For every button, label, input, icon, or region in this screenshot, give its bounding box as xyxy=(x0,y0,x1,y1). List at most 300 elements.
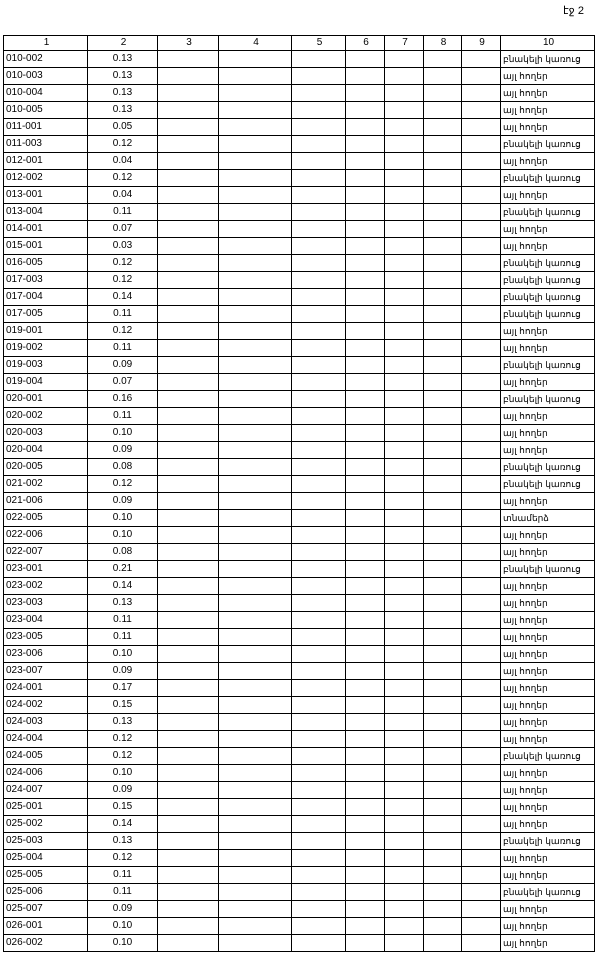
empty-cell xyxy=(385,493,424,510)
empty-cell xyxy=(292,918,346,935)
empty-cell xyxy=(292,357,346,374)
area-cell: 0.13 xyxy=(88,51,158,68)
empty-cell xyxy=(292,884,346,901)
empty-cell xyxy=(424,51,462,68)
empty-cell xyxy=(292,748,346,765)
parcel-code-cell: 015-001 xyxy=(4,238,88,255)
empty-cell xyxy=(385,408,424,425)
empty-cell xyxy=(346,221,385,238)
empty-cell xyxy=(158,306,219,323)
area-cell: 0.05 xyxy=(88,119,158,136)
land-use-cell: այլ հողեր xyxy=(501,187,595,204)
empty-cell xyxy=(385,187,424,204)
table-row xyxy=(4,68,595,85)
parcel-code-cell: 020-002 xyxy=(4,408,88,425)
empty-cell xyxy=(385,901,424,918)
empty-cell xyxy=(158,323,219,340)
parcel-code-cell: 024-002 xyxy=(4,697,88,714)
empty-cell xyxy=(292,102,346,119)
empty-cell xyxy=(158,68,219,85)
parcel-code-cell: 010-005 xyxy=(4,102,88,119)
empty-cell xyxy=(346,68,385,85)
empty-cell xyxy=(219,255,292,272)
land-use-cell: բնակելի կառուց xyxy=(501,561,595,578)
land-use-cell: բնակելի կառուց xyxy=(501,51,595,68)
area-cell: 0.09 xyxy=(88,357,158,374)
empty-cell xyxy=(346,561,385,578)
empty-cell xyxy=(462,561,501,578)
empty-cell xyxy=(462,884,501,901)
empty-cell xyxy=(158,799,219,816)
area-cell: 0.10 xyxy=(88,425,158,442)
empty-cell xyxy=(385,255,424,272)
parcel-code-cell: 025-002 xyxy=(4,816,88,833)
empty-cell xyxy=(424,68,462,85)
table-row xyxy=(4,578,595,595)
col-header-10: 10 xyxy=(501,36,595,51)
empty-cell xyxy=(292,408,346,425)
empty-cell xyxy=(424,850,462,867)
empty-cell xyxy=(424,425,462,442)
empty-cell xyxy=(385,527,424,544)
empty-cell xyxy=(385,765,424,782)
area-cell: 0.07 xyxy=(88,374,158,391)
empty-cell xyxy=(424,714,462,731)
empty-cell xyxy=(385,102,424,119)
empty-cell xyxy=(158,578,219,595)
parcel-code-cell: 019-003 xyxy=(4,357,88,374)
empty-cell xyxy=(346,918,385,935)
empty-cell xyxy=(219,646,292,663)
empty-cell xyxy=(385,714,424,731)
empty-cell xyxy=(424,187,462,204)
empty-cell xyxy=(424,408,462,425)
empty-cell xyxy=(346,272,385,289)
empty-cell xyxy=(462,527,501,544)
empty-cell xyxy=(219,68,292,85)
area-cell: 0.08 xyxy=(88,544,158,561)
empty-cell xyxy=(462,153,501,170)
empty-cell xyxy=(292,306,346,323)
empty-cell xyxy=(158,663,219,680)
land-use-cell: այլ հողեր xyxy=(501,119,595,136)
empty-cell xyxy=(346,748,385,765)
empty-cell xyxy=(385,476,424,493)
parcel-code-cell: 024-007 xyxy=(4,782,88,799)
parcel-code-cell: 025-007 xyxy=(4,901,88,918)
empty-cell xyxy=(385,289,424,306)
land-use-cell: բնակելի կառուց xyxy=(501,391,595,408)
empty-cell xyxy=(346,459,385,476)
area-cell: 0.10 xyxy=(88,918,158,935)
area-cell: 0.10 xyxy=(88,527,158,544)
page-number-label: էջ 2 xyxy=(563,5,584,17)
empty-cell xyxy=(385,884,424,901)
empty-cell xyxy=(462,833,501,850)
area-cell: 0.08 xyxy=(88,459,158,476)
area-cell: 0.11 xyxy=(88,629,158,646)
empty-cell xyxy=(424,765,462,782)
empty-cell xyxy=(292,170,346,187)
empty-cell xyxy=(346,510,385,527)
empty-cell xyxy=(424,374,462,391)
empty-cell xyxy=(462,612,501,629)
land-use-cell: այլ հողեր xyxy=(501,238,595,255)
empty-cell xyxy=(346,612,385,629)
table-row xyxy=(4,204,595,221)
empty-cell xyxy=(219,170,292,187)
empty-cell xyxy=(219,663,292,680)
empty-cell xyxy=(462,323,501,340)
empty-cell xyxy=(346,153,385,170)
empty-cell xyxy=(385,68,424,85)
empty-cell xyxy=(385,85,424,102)
empty-cell xyxy=(424,748,462,765)
empty-cell xyxy=(424,306,462,323)
area-cell: 0.14 xyxy=(88,578,158,595)
empty-cell xyxy=(292,187,346,204)
parcel-code-cell: 013-004 xyxy=(4,204,88,221)
empty-cell xyxy=(462,646,501,663)
parcel-code-cell: 019-004 xyxy=(4,374,88,391)
col-header-3: 3 xyxy=(158,36,219,51)
parcel-code-cell: 011-003 xyxy=(4,136,88,153)
empty-cell xyxy=(292,867,346,884)
table-row xyxy=(4,102,595,119)
table-row xyxy=(4,51,595,68)
area-cell: 0.13 xyxy=(88,85,158,102)
land-use-cell: այլ հողեր xyxy=(501,374,595,391)
empty-cell xyxy=(158,357,219,374)
land-use-cell: այլ հողեր xyxy=(501,527,595,544)
empty-cell xyxy=(219,340,292,357)
parcel-code-cell: 020-003 xyxy=(4,425,88,442)
empty-cell xyxy=(158,221,219,238)
table-row xyxy=(4,289,595,306)
parcel-code-cell: 017-004 xyxy=(4,289,88,306)
land-use-cell: այլ հողեր xyxy=(501,442,595,459)
empty-cell xyxy=(462,663,501,680)
empty-cell xyxy=(158,255,219,272)
empty-cell xyxy=(158,646,219,663)
table-row xyxy=(4,221,595,238)
area-cell: 0.04 xyxy=(88,187,158,204)
parcel-code-cell: 011-001 xyxy=(4,119,88,136)
land-use-cell: այլ հողեր xyxy=(501,153,595,170)
empty-cell xyxy=(462,510,501,527)
empty-cell xyxy=(424,340,462,357)
empty-cell xyxy=(462,68,501,85)
empty-cell xyxy=(346,850,385,867)
empty-cell xyxy=(158,510,219,527)
empty-cell xyxy=(219,918,292,935)
empty-cell xyxy=(346,187,385,204)
empty-cell xyxy=(385,391,424,408)
empty-cell xyxy=(462,748,501,765)
parcel-code-cell: 012-002 xyxy=(4,170,88,187)
empty-cell xyxy=(292,391,346,408)
empty-cell xyxy=(424,697,462,714)
empty-cell xyxy=(424,833,462,850)
empty-cell xyxy=(462,408,501,425)
table-row xyxy=(4,612,595,629)
land-use-cell: բնակելի կառուց xyxy=(501,357,595,374)
land-use-cell: այլ հողեր xyxy=(501,765,595,782)
area-cell: 0.12 xyxy=(88,272,158,289)
area-cell: 0.12 xyxy=(88,850,158,867)
empty-cell xyxy=(292,731,346,748)
land-use-cell: այլ հողեր xyxy=(501,323,595,340)
empty-cell xyxy=(424,204,462,221)
empty-cell xyxy=(219,323,292,340)
empty-cell xyxy=(219,765,292,782)
area-cell: 0.04 xyxy=(88,153,158,170)
empty-cell xyxy=(158,187,219,204)
empty-cell xyxy=(385,442,424,459)
empty-cell xyxy=(462,425,501,442)
empty-cell xyxy=(462,306,501,323)
empty-cell xyxy=(424,935,462,952)
empty-cell xyxy=(385,306,424,323)
empty-cell xyxy=(385,680,424,697)
parcel-code-cell: 023-006 xyxy=(4,646,88,663)
empty-cell xyxy=(385,510,424,527)
empty-cell xyxy=(385,799,424,816)
empty-cell xyxy=(385,340,424,357)
empty-cell xyxy=(424,901,462,918)
empty-cell xyxy=(158,136,219,153)
empty-cell xyxy=(292,765,346,782)
area-cell: 0.11 xyxy=(88,340,158,357)
empty-cell xyxy=(292,204,346,221)
empty-cell xyxy=(424,238,462,255)
empty-cell xyxy=(385,833,424,850)
empty-cell xyxy=(219,850,292,867)
empty-cell xyxy=(385,782,424,799)
empty-cell xyxy=(219,731,292,748)
empty-cell xyxy=(346,595,385,612)
empty-cell xyxy=(292,289,346,306)
empty-cell xyxy=(385,153,424,170)
empty-cell xyxy=(462,476,501,493)
empty-cell xyxy=(219,697,292,714)
area-cell: 0.11 xyxy=(88,204,158,221)
empty-cell xyxy=(346,238,385,255)
parcel-code-cell: 025-004 xyxy=(4,850,88,867)
empty-cell xyxy=(346,51,385,68)
parcel-code-cell: 023-005 xyxy=(4,629,88,646)
land-use-cell: այլ հողեր xyxy=(501,340,595,357)
table-row xyxy=(4,85,595,102)
col-header-2: 2 xyxy=(88,36,158,51)
empty-cell xyxy=(462,901,501,918)
table-row xyxy=(4,748,595,765)
table-row xyxy=(4,187,595,204)
empty-cell xyxy=(292,272,346,289)
empty-cell xyxy=(292,782,346,799)
empty-cell xyxy=(158,901,219,918)
empty-cell xyxy=(219,884,292,901)
land-use-cell: այլ հողեր xyxy=(501,68,595,85)
table-row xyxy=(4,765,595,782)
empty-cell xyxy=(462,204,501,221)
land-use-cell: բնակելի կառուց xyxy=(501,459,595,476)
table-row xyxy=(4,238,595,255)
area-cell: 0.09 xyxy=(88,663,158,680)
empty-cell xyxy=(158,748,219,765)
area-cell: 0.11 xyxy=(88,408,158,425)
empty-cell xyxy=(219,816,292,833)
empty-cell xyxy=(385,816,424,833)
empty-cell xyxy=(219,748,292,765)
area-cell: 0.16 xyxy=(88,391,158,408)
empty-cell xyxy=(292,374,346,391)
empty-cell xyxy=(219,221,292,238)
land-use-cell: բնակելի կառուց xyxy=(501,255,595,272)
empty-cell xyxy=(462,119,501,136)
empty-cell xyxy=(462,697,501,714)
land-use-cell: այլ հողեր xyxy=(501,544,595,561)
land-use-cell: այլ հողեր xyxy=(501,935,595,952)
area-cell: 0.21 xyxy=(88,561,158,578)
area-cell: 0.12 xyxy=(88,476,158,493)
table-row xyxy=(4,816,595,833)
table-row xyxy=(4,799,595,816)
table-row xyxy=(4,782,595,799)
empty-cell xyxy=(292,255,346,272)
empty-cell xyxy=(346,340,385,357)
empty-cell xyxy=(292,119,346,136)
parcel-code-cell: 025-006 xyxy=(4,884,88,901)
empty-cell xyxy=(346,663,385,680)
area-cell: 0.13 xyxy=(88,595,158,612)
empty-cell xyxy=(346,119,385,136)
empty-cell xyxy=(385,272,424,289)
empty-cell xyxy=(346,85,385,102)
empty-cell xyxy=(219,612,292,629)
table-row xyxy=(4,544,595,561)
empty-cell xyxy=(462,459,501,476)
parcel-code-cell: 024-006 xyxy=(4,765,88,782)
empty-cell xyxy=(219,833,292,850)
parcel-code-cell: 019-002 xyxy=(4,340,88,357)
empty-cell xyxy=(219,51,292,68)
empty-cell xyxy=(158,544,219,561)
land-use-cell: այլ հողեր xyxy=(501,867,595,884)
empty-cell xyxy=(292,663,346,680)
area-cell: 0.09 xyxy=(88,901,158,918)
empty-cell xyxy=(292,510,346,527)
parcel-code-cell: 014-001 xyxy=(4,221,88,238)
parcel-code-cell: 010-004 xyxy=(4,85,88,102)
area-cell: 0.12 xyxy=(88,255,158,272)
empty-cell xyxy=(219,357,292,374)
empty-cell xyxy=(346,408,385,425)
empty-cell xyxy=(158,170,219,187)
empty-cell xyxy=(385,663,424,680)
empty-cell xyxy=(424,595,462,612)
empty-cell xyxy=(346,323,385,340)
area-cell: 0.12 xyxy=(88,731,158,748)
table-row xyxy=(4,119,595,136)
empty-cell xyxy=(158,374,219,391)
land-use-cell: տնամերձ xyxy=(501,510,595,527)
empty-cell xyxy=(346,425,385,442)
area-cell: 0.07 xyxy=(88,221,158,238)
parcel-code-cell: 022-006 xyxy=(4,527,88,544)
empty-cell xyxy=(219,391,292,408)
parcel-code-cell: 021-002 xyxy=(4,476,88,493)
empty-cell xyxy=(292,425,346,442)
empty-cell xyxy=(158,935,219,952)
empty-cell xyxy=(219,459,292,476)
empty-cell xyxy=(462,374,501,391)
col-header-6: 6 xyxy=(346,36,385,51)
empty-cell xyxy=(219,442,292,459)
empty-cell xyxy=(424,391,462,408)
empty-cell xyxy=(424,136,462,153)
table-row xyxy=(4,714,595,731)
empty-cell xyxy=(346,255,385,272)
empty-cell xyxy=(158,238,219,255)
table-row xyxy=(4,272,595,289)
land-use-cell: այլ հողեր xyxy=(501,901,595,918)
parcel-code-cell: 025-003 xyxy=(4,833,88,850)
parcel-code-cell: 026-001 xyxy=(4,918,88,935)
parcel-code-cell: 017-005 xyxy=(4,306,88,323)
empty-cell xyxy=(462,714,501,731)
empty-cell xyxy=(385,850,424,867)
empty-cell xyxy=(424,867,462,884)
area-cell: 0.11 xyxy=(88,867,158,884)
table-row xyxy=(4,935,595,952)
parcel-code-cell: 020-005 xyxy=(4,459,88,476)
parcel-code-cell: 023-002 xyxy=(4,578,88,595)
empty-cell xyxy=(219,935,292,952)
table-row xyxy=(4,731,595,748)
parcel-code-cell: 017-003 xyxy=(4,272,88,289)
empty-cell xyxy=(292,527,346,544)
empty-cell xyxy=(158,765,219,782)
table-row xyxy=(4,850,595,867)
empty-cell xyxy=(424,255,462,272)
parcel-code-cell: 020-004 xyxy=(4,442,88,459)
land-use-cell: այլ հողեր xyxy=(501,408,595,425)
table-row xyxy=(4,459,595,476)
empty-cell xyxy=(385,544,424,561)
empty-cell xyxy=(462,544,501,561)
empty-cell xyxy=(292,51,346,68)
empty-cell xyxy=(158,833,219,850)
empty-cell xyxy=(462,867,501,884)
parcel-code-cell: 022-007 xyxy=(4,544,88,561)
table-row xyxy=(4,153,595,170)
col-header-7: 7 xyxy=(385,36,424,51)
empty-cell xyxy=(346,374,385,391)
empty-cell xyxy=(346,799,385,816)
table-row xyxy=(4,646,595,663)
area-cell: 0.09 xyxy=(88,442,158,459)
empty-cell xyxy=(158,340,219,357)
empty-cell xyxy=(346,102,385,119)
empty-cell xyxy=(158,867,219,884)
empty-cell xyxy=(462,136,501,153)
empty-cell xyxy=(292,646,346,663)
empty-cell xyxy=(219,204,292,221)
empty-cell xyxy=(292,680,346,697)
land-use-cell: այլ հողեր xyxy=(501,697,595,714)
header-row xyxy=(4,36,595,51)
